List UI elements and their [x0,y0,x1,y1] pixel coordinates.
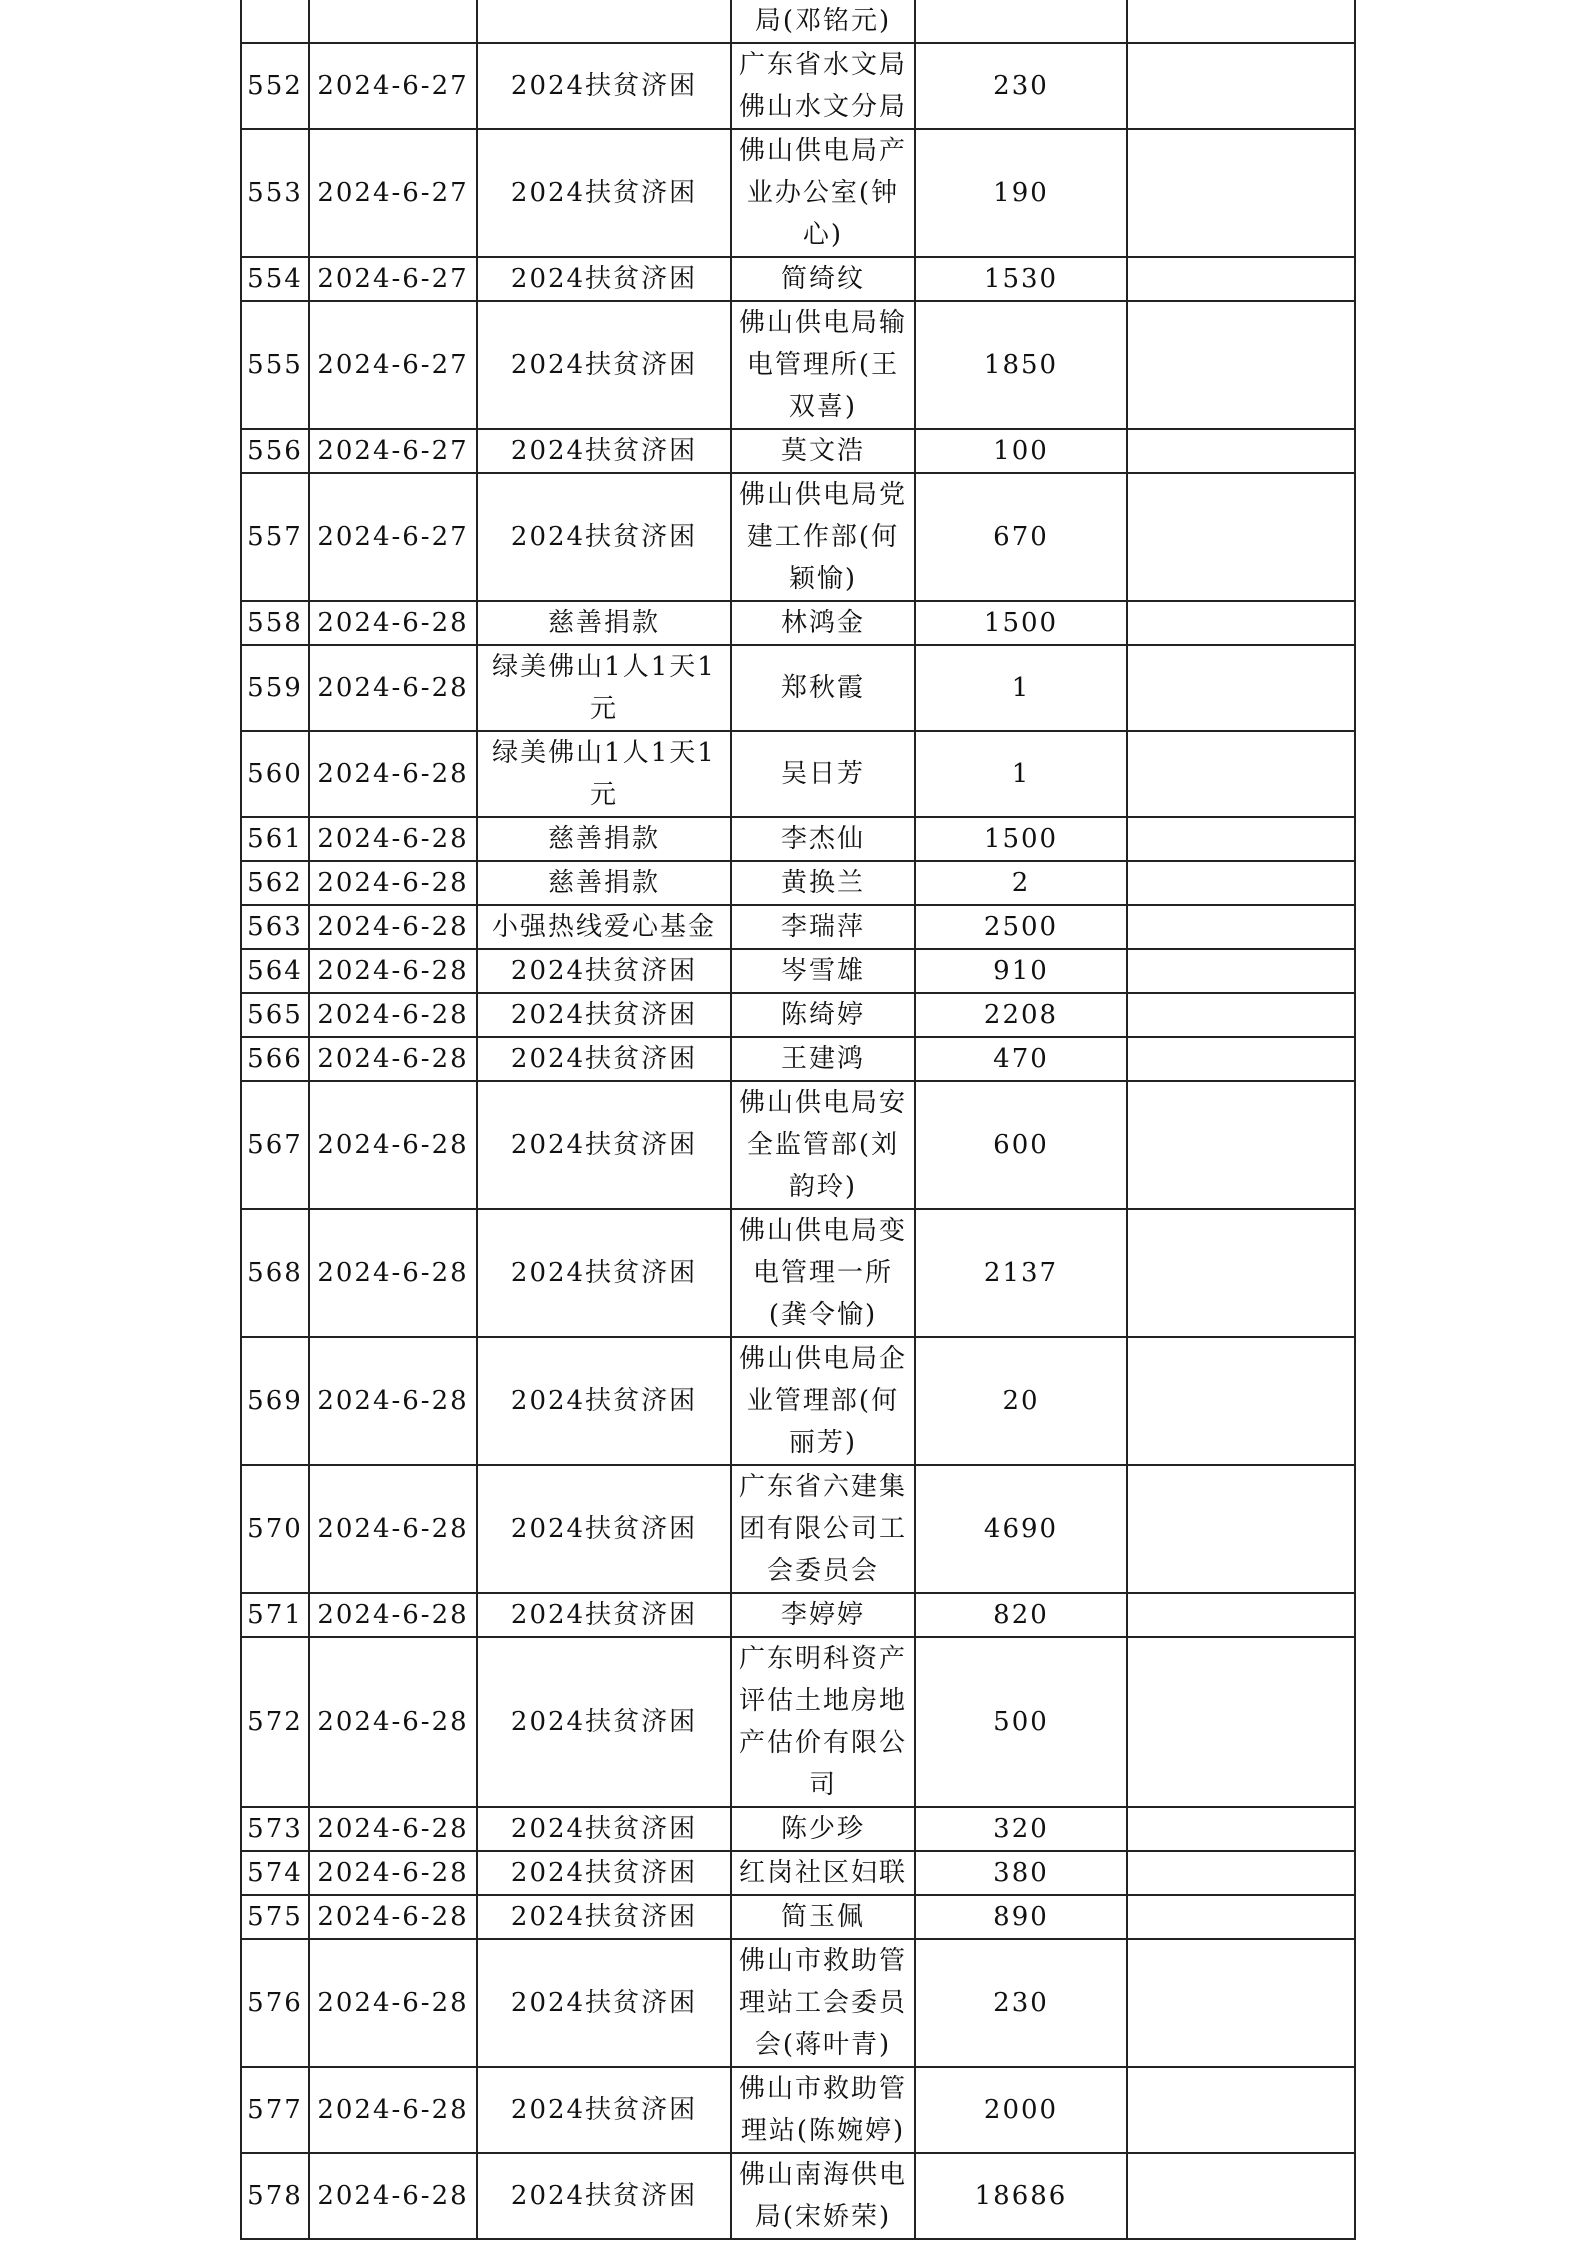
table-row [241,601,1355,645]
remark [1127,1895,1355,1939]
donation-date: 2024-6-27 [309,43,477,129]
donation-amount: 2000 [915,2067,1127,2153]
table-row [241,2067,1355,2153]
donation-amount: 1850 [915,301,1127,429]
donation-amount: 1500 [915,817,1127,861]
project-name: 2024扶贫济困 [477,43,731,129]
donation-amount: 1500 [915,601,1127,645]
row-number: 553 [241,129,309,257]
project-name: 2024扶贫济困 [477,949,731,993]
remark [1127,301,1355,429]
donation-date: 2024-6-27 [309,301,477,429]
table-row [241,905,1355,949]
donation-date: 2024-6-28 [309,731,477,817]
row-number [241,0,309,43]
donor-name: 简绮纹 [731,257,915,301]
donation-date: 2024-6-28 [309,817,477,861]
project-name: 2024扶贫济困 [477,1037,731,1081]
project-name: 2024扶贫济困 [477,1465,731,1593]
donation-amount: 380 [915,1851,1127,1895]
donor-name: 广东明科资产评估土地房地产估价有限公司 [731,1637,915,1807]
donor-name: 广东省水文局佛山水文分局 [731,43,915,129]
project-name: 绿美佛山1人1天1元 [477,645,731,731]
row-number: 557 [241,473,309,601]
table-row [241,1939,1355,2067]
remark [1127,43,1355,129]
donation-date: 2024-6-28 [309,1851,477,1895]
donor-name: 局(邓铭元) [731,0,915,43]
remark [1127,257,1355,301]
row-number: 554 [241,257,309,301]
donation-date: 2024-6-28 [309,993,477,1037]
table-row [241,949,1355,993]
remark [1127,1209,1355,1337]
donation-amount: 2137 [915,1209,1127,1337]
row-number: 555 [241,301,309,429]
remark [1127,1807,1355,1851]
donation-amount: 1530 [915,257,1127,301]
row-number: 556 [241,429,309,473]
donation-amount: 1 [915,645,1127,731]
row-number: 576 [241,1939,309,2067]
donor-name: 佛山供电局输电管理所(王双喜) [731,301,915,429]
remark [1127,473,1355,601]
donation-date: 2024-6-28 [309,1807,477,1851]
donation-amount: 910 [915,949,1127,993]
donation-date: 2024-6-28 [309,1209,477,1337]
remark [1127,817,1355,861]
donation-date: 2024-6-27 [309,473,477,601]
row-number: 569 [241,1337,309,1465]
donor-name: 佛山供电局变电管理一所(龚令愉) [731,1209,915,1337]
project-name: 2024扶贫济困 [477,129,731,257]
table-row [241,1465,1355,1593]
row-number: 568 [241,1209,309,1337]
project-name: 2024扶贫济困 [477,473,731,601]
row-number: 578 [241,2153,309,2239]
row-number: 559 [241,645,309,731]
donor-name: 林鸿金 [731,601,915,645]
row-number: 567 [241,1081,309,1209]
table-row [241,2153,1355,2239]
table-row [241,731,1355,817]
donation-amount: 4690 [915,1465,1127,1593]
donation-table-body [241,0,1355,2239]
project-name: 2024扶贫济困 [477,1337,731,1465]
table-row [241,645,1355,731]
donation-amount: 18686 [915,2153,1127,2239]
table-row [241,1081,1355,1209]
table-row [241,0,1355,43]
project-name: 绿美佛山1人1天1元 [477,731,731,817]
donation-date: 2024-6-28 [309,905,477,949]
row-number: 577 [241,2067,309,2153]
donation-amount: 190 [915,129,1127,257]
donor-name: 佛山供电局企业管理部(何丽芳) [731,1337,915,1465]
donor-name: 佛山南海供电局(宋娇荣) [731,2153,915,2239]
donor-name: 郑秋霞 [731,645,915,731]
table-row [241,1593,1355,1637]
row-number: 575 [241,1895,309,1939]
remark [1127,1939,1355,2067]
donor-name: 黄换兰 [731,861,915,905]
donation-amount: 20 [915,1337,1127,1465]
project-name: 慈善捐款 [477,601,731,645]
project-name: 慈善捐款 [477,817,731,861]
remark [1127,905,1355,949]
row-number: 565 [241,993,309,1037]
project-name: 2024扶贫济困 [477,2067,731,2153]
donation-date: 2024-6-28 [309,1593,477,1637]
remark [1127,0,1355,43]
donation-amount: 2 [915,861,1127,905]
donor-name: 佛山供电局产业办公室(钟心) [731,129,915,257]
donation-date: 2024-6-28 [309,949,477,993]
project-name: 2024扶贫济困 [477,257,731,301]
table-row [241,817,1355,861]
project-name [477,0,731,43]
row-number: 570 [241,1465,309,1593]
table-row [241,473,1355,601]
table-row [241,1337,1355,1465]
donation-date: 2024-6-28 [309,1939,477,2067]
table-row [241,993,1355,1037]
donation-amount [915,0,1127,43]
project-name: 2024扶贫济困 [477,1807,731,1851]
donation-date: 2024-6-28 [309,861,477,905]
project-name: 2024扶贫济困 [477,1593,731,1637]
donor-name: 佛山市救助管理站(陈婉婷) [731,2067,915,2153]
row-number: 574 [241,1851,309,1895]
remark [1127,1081,1355,1209]
donation-amount: 230 [915,43,1127,129]
project-name: 2024扶贫济困 [477,1209,731,1337]
donation-date: 2024-6-28 [309,1337,477,1465]
donation-amount: 100 [915,429,1127,473]
donation-amount: 890 [915,1895,1127,1939]
table-row [241,1037,1355,1081]
table-row [241,257,1355,301]
donation-date: 2024-6-28 [309,1037,477,1081]
row-number: 552 [241,43,309,129]
donation-date: 2024-6-28 [309,2153,477,2239]
project-name: 2024扶贫济困 [477,301,731,429]
donation-date: 2024-6-27 [309,257,477,301]
donor-name: 王建鸿 [731,1037,915,1081]
project-name: 2024扶贫济困 [477,1637,731,1807]
donation-amount: 2208 [915,993,1127,1037]
row-number: 560 [241,731,309,817]
donor-name: 广东省六建集团有限公司工会委员会 [731,1465,915,1593]
donation-date: 2024-6-28 [309,2067,477,2153]
remark [1127,1337,1355,1465]
project-name: 慈善捐款 [477,861,731,905]
donor-name: 岑雪雄 [731,949,915,993]
donation-amount: 470 [915,1037,1127,1081]
donation-amount: 600 [915,1081,1127,1209]
row-number: 566 [241,1037,309,1081]
table-row [241,301,1355,429]
remark [1127,1465,1355,1593]
remark [1127,601,1355,645]
donor-name: 莫文浩 [731,429,915,473]
remark [1127,1593,1355,1637]
donor-name: 佛山供电局党建工作部(何颖愉) [731,473,915,601]
remark [1127,1637,1355,1807]
remark [1127,949,1355,993]
table-row [241,429,1355,473]
donation-table [240,0,1356,2240]
remark [1127,2153,1355,2239]
donor-name: 佛山市救助管理站工会委员会(蒋叶青) [731,1939,915,2067]
table-row [241,1209,1355,1337]
table-row [241,129,1355,257]
project-name: 2024扶贫济困 [477,429,731,473]
donation-amount: 670 [915,473,1127,601]
donor-name: 李瑞萍 [731,905,915,949]
remark [1127,1851,1355,1895]
table-row [241,1895,1355,1939]
row-number: 572 [241,1637,309,1807]
row-number: 571 [241,1593,309,1637]
remark [1127,731,1355,817]
table-row [241,861,1355,905]
donation-amount: 1 [915,731,1127,817]
donation-date: 2024-6-28 [309,1081,477,1209]
project-name: 2024扶贫济困 [477,1851,731,1895]
table-row [241,1807,1355,1851]
row-number: 573 [241,1807,309,1851]
project-name: 2024扶贫济困 [477,2153,731,2239]
donation-date [309,0,477,43]
remark [1127,645,1355,731]
row-number: 562 [241,861,309,905]
remark [1127,2067,1355,2153]
donation-date: 2024-6-28 [309,645,477,731]
donor-name: 陈少珍 [731,1807,915,1851]
donation-date: 2024-6-27 [309,129,477,257]
donation-amount: 320 [915,1807,1127,1851]
table-row [241,1851,1355,1895]
project-name: 2024扶贫济困 [477,1939,731,2067]
donor-name: 简玉佩 [731,1895,915,1939]
donor-name: 李杰仙 [731,817,915,861]
donation-date: 2024-6-27 [309,429,477,473]
row-number: 561 [241,817,309,861]
donor-name: 陈绮婷 [731,993,915,1037]
donation-amount: 2500 [915,905,1127,949]
donation-date: 2024-6-28 [309,1895,477,1939]
donation-date: 2024-6-28 [309,601,477,645]
project-name: 小强热线爱心基金 [477,905,731,949]
donation-date: 2024-6-28 [309,1637,477,1807]
donation-date: 2024-6-28 [309,1465,477,1593]
donation-amount: 500 [915,1637,1127,1807]
donation-amount: 230 [915,1939,1127,2067]
donor-name: 吴日芳 [731,731,915,817]
remark [1127,993,1355,1037]
project-name: 2024扶贫济困 [477,1081,731,1209]
remark [1127,429,1355,473]
project-name: 2024扶贫济困 [477,993,731,1037]
remark [1127,861,1355,905]
table-row [241,1637,1355,1807]
donor-name: 佛山供电局安全监管部(刘韵玲) [731,1081,915,1209]
donor-name: 红岗社区妇联 [731,1851,915,1895]
remark [1127,129,1355,257]
remark [1127,1037,1355,1081]
row-number: 564 [241,949,309,993]
row-number: 558 [241,601,309,645]
donor-name: 李婷婷 [731,1593,915,1637]
table-row [241,43,1355,129]
donation-amount: 820 [915,1593,1127,1637]
project-name: 2024扶贫济困 [477,1895,731,1939]
row-number: 563 [241,905,309,949]
